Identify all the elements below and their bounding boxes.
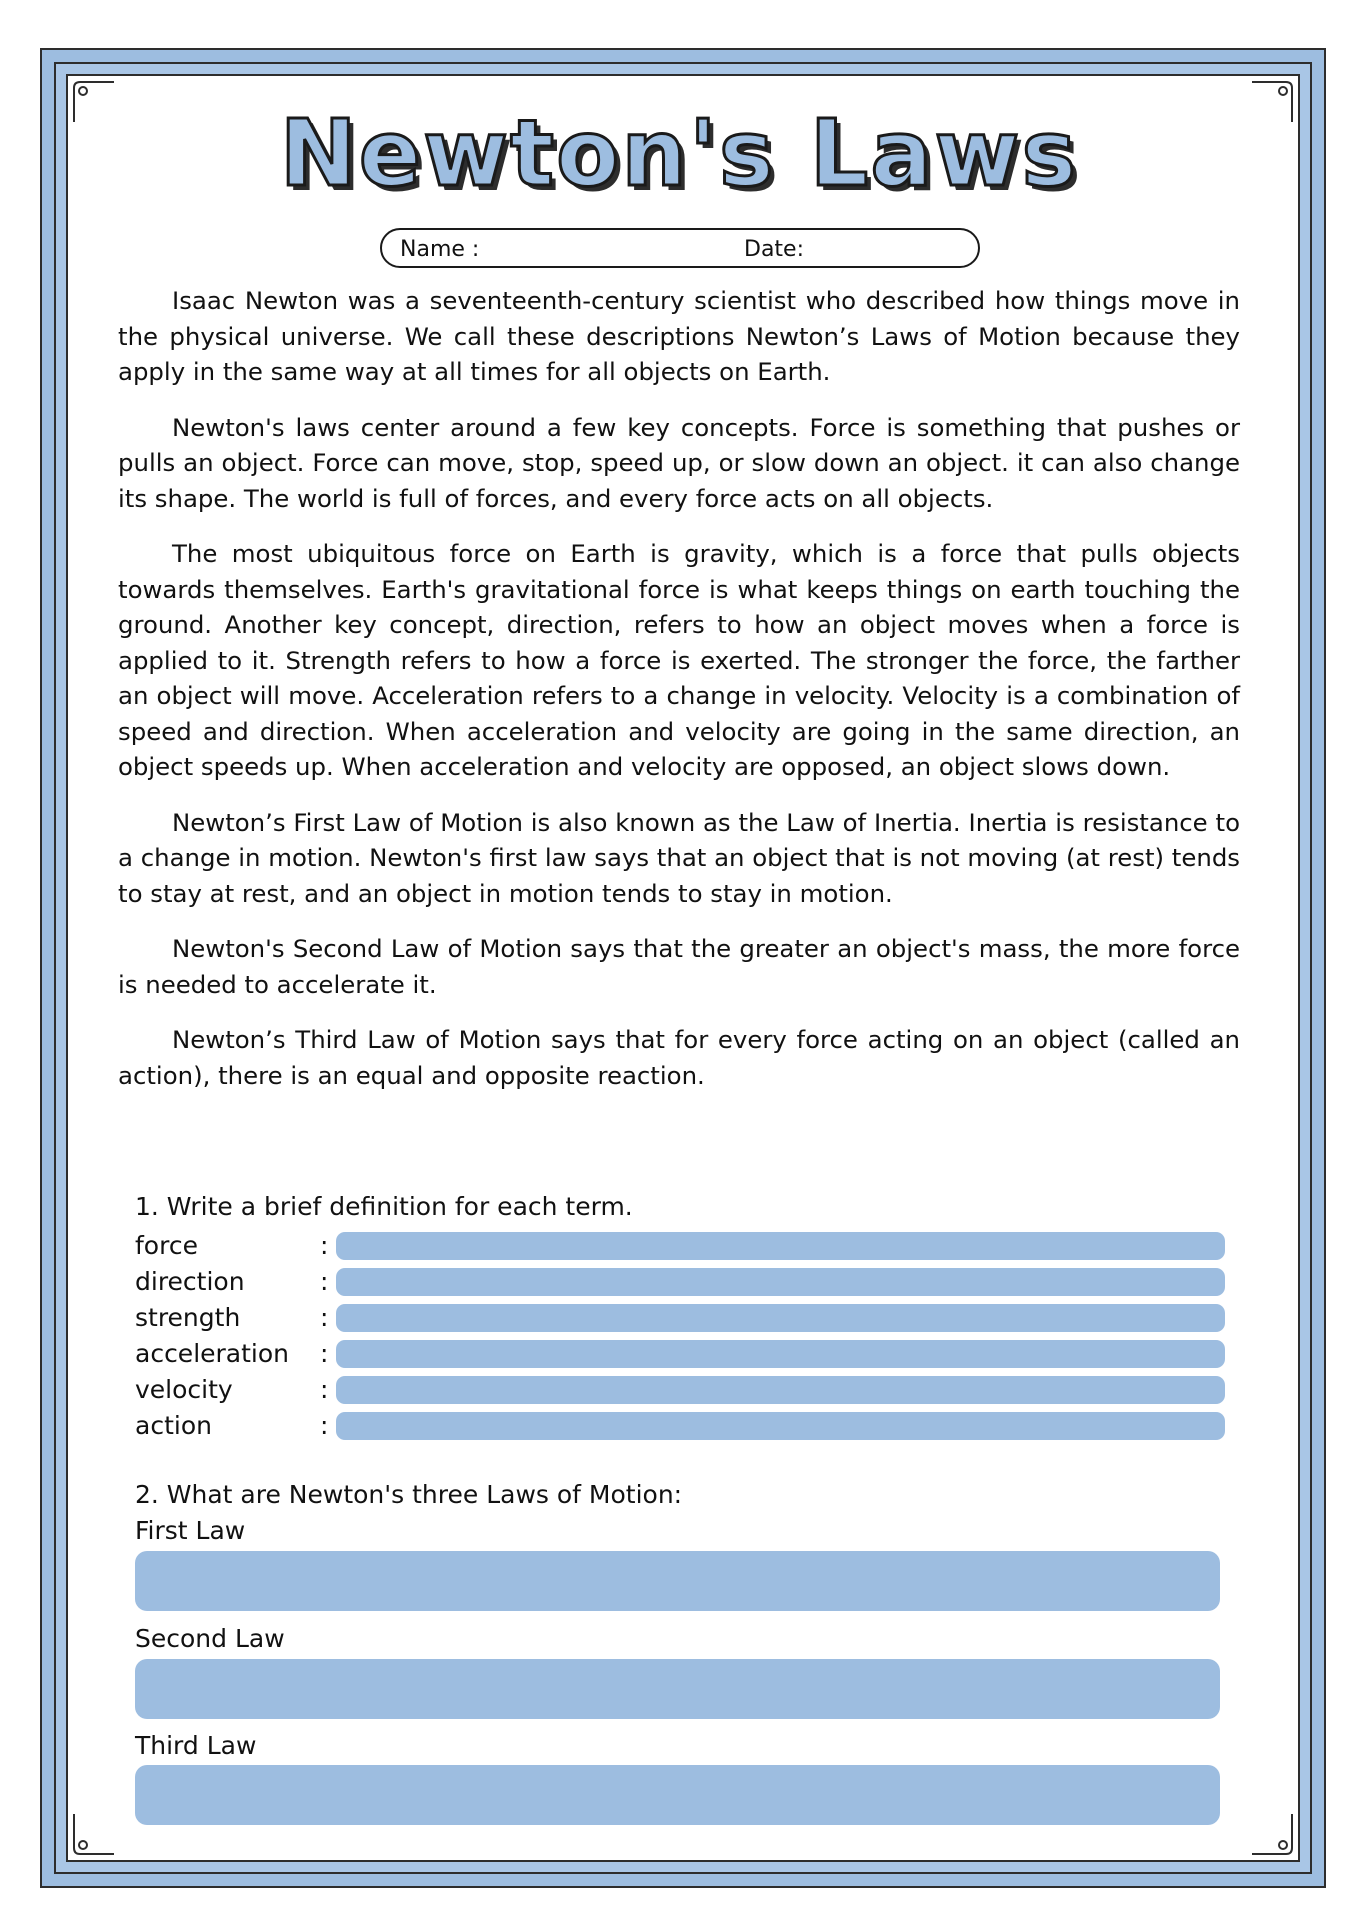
term-label: action	[135, 1411, 212, 1440]
paragraph: Newton's laws center around a few key concepts. Force is something that pushes or pulls an object. Force can move, stop, speed up, or slow down an object. it can also change its shape. The world is full of forces, and every force acts on all objects.	[118, 412, 1240, 513]
paragraph: Newton's Second Law of Motion says that the greater an object's mass, the more force is needed to accelerate it.	[118, 934, 1240, 999]
first-law-label: First Law	[135, 1516, 246, 1545]
term-colon: :	[320, 1411, 329, 1440]
term-row	[135, 1374, 1225, 1406]
paragraph: The most ubiquitous force on Earth is gravity, which is a force that pulls objects towards themselves. Earth's gravitational force is what keeps things on earth touching the ground. Another key concept, direction, refers to how an object moves when a force is applied to it. Strength refers to how a force is exerted. The stronger the force, the farther an object will move. Acceleration refers to a change in velocity. Velocity is a combination of speed and direction. When acceleration and velocity are going in the same direction, an object speeds up. When acceleration and velocity are opposed, an object slows down.	[118, 539, 1240, 781]
paragraph: Newton’s Third Law of Motion says that for every force acting on an object (called an action), there is an equal and opposite reaction.	[118, 1025, 1240, 1090]
second-law-answer-field[interactable]	[135, 1659, 1220, 1719]
term-colon: :	[320, 1375, 329, 1404]
term-colon: :	[320, 1303, 329, 1332]
third-law-answer-field[interactable]	[135, 1765, 1220, 1825]
first-law-answer-field[interactable]	[135, 1551, 1220, 1611]
name-label: Name :	[400, 237, 480, 262]
term-row	[135, 1266, 1225, 1298]
third-law-label: Third Law	[135, 1731, 257, 1760]
definition-field-acceleration[interactable]	[336, 1340, 1225, 1368]
second-law-label: Second Law	[135, 1624, 285, 1653]
term-row	[135, 1338, 1225, 1370]
term-colon: :	[320, 1339, 329, 1368]
definition-field-velocity[interactable]	[336, 1376, 1225, 1404]
term-colon: :	[320, 1231, 329, 1260]
term-label: velocity	[135, 1375, 233, 1404]
term-label: direction	[135, 1267, 245, 1296]
corner-ornament-icon	[70, 1810, 118, 1858]
question-1-prompt: 1. Write a brief definition for each term.	[135, 1192, 633, 1221]
paragraph: Isaac Newton was a seventeenth-century scientist who described how things move in the physical universe. We call these descriptions Newton’s Laws of Motion because they apply in the same way at all times for all objects on Earth.	[118, 286, 1240, 386]
reading-passage	[118, 283, 1240, 1113]
definition-field-force[interactable]	[336, 1232, 1225, 1260]
definition-field-strength[interactable]	[336, 1304, 1225, 1332]
paragraph: Newton’s First Law of Motion is also known as the Law of Inertia. Inertia is resistance to a change in motion. Newton's first law says that an object that is not moving (at rest) tends to stay at rest, and an object in motion tends to stay in motion.	[118, 807, 1241, 908]
term-colon: :	[320, 1267, 329, 1296]
term-label: acceleration	[135, 1339, 290, 1368]
date-label: Date:	[744, 237, 804, 262]
question-2-prompt: 2. What are Newton's three Laws of Motion:	[135, 1480, 683, 1509]
term-row	[135, 1302, 1225, 1334]
page-title: Newton's Laws	[279, 100, 1079, 207]
definition-field-action[interactable]	[336, 1412, 1225, 1440]
corner-ornament-icon	[1248, 1810, 1296, 1858]
term-label: strength	[135, 1303, 241, 1332]
term-row	[135, 1230, 1225, 1262]
term-label: force	[135, 1231, 198, 1260]
term-row	[135, 1410, 1225, 1442]
name-date-field[interactable]	[380, 228, 980, 268]
definition-field-direction[interactable]	[336, 1268, 1225, 1296]
